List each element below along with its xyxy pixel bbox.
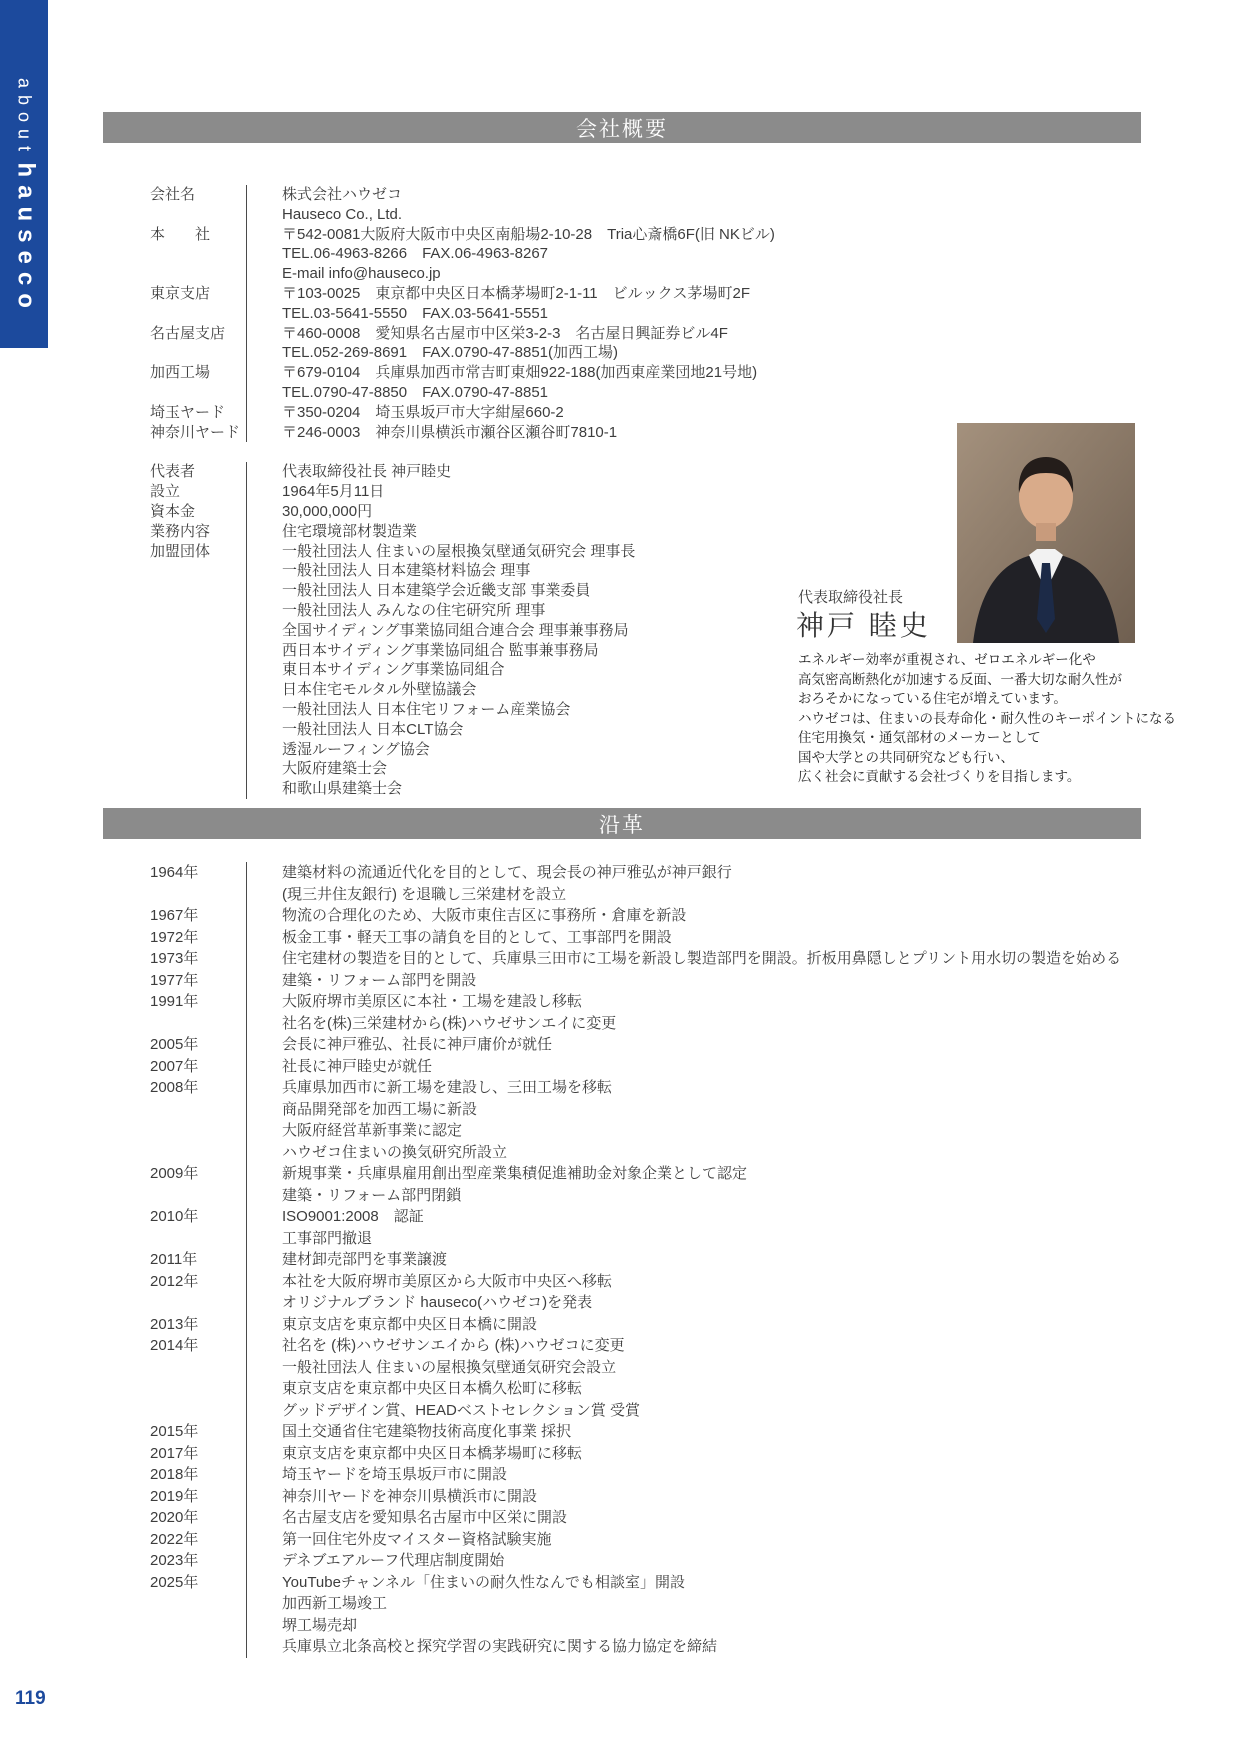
history-row	[150, 1572, 1206, 1658]
overview-row	[150, 482, 840, 502]
overview-row-line: 一般社団法人 住まいの屋根換気壁通気研究会 理事長	[282, 542, 636, 560]
overview-row-content	[246, 482, 840, 502]
history-row-line: 神奈川ヤードを神奈川県横浜市に開設	[282, 1487, 538, 1505]
sidebar-about-text: about	[14, 78, 35, 159]
history-row-line: オリジナルブランド hauseco(ハウゼコ)を発表	[282, 1294, 593, 1311]
history-row	[150, 1507, 1206, 1529]
president-name: 神戸 睦史	[796, 610, 931, 641]
president-title: 代表取締役社長	[798, 589, 904, 606]
history-row-content	[246, 1163, 1206, 1206]
history-row	[150, 1335, 1206, 1421]
overview-row-line: 住宅環境部材製造業	[282, 522, 418, 540]
history-row	[150, 905, 1206, 927]
overview-row-content	[246, 185, 840, 225]
history-row-line: デネブエアルーフ代理店制度開始	[282, 1552, 505, 1569]
overview-rows-bottom	[150, 462, 840, 799]
history-row-content	[246, 1077, 1206, 1163]
history-row	[150, 1529, 1206, 1551]
history-row-label: 2008年	[150, 1079, 199, 1096]
overview-row	[150, 185, 840, 225]
overview-row-line: TEL.0790-47-8850 FAX.0790-47-8851	[282, 383, 549, 401]
history-row-content	[246, 1056, 1206, 1078]
history-row-line: 東京支店を東京都中央区日本橋茅場町に移転	[282, 1444, 583, 1462]
overview-row-line: 和歌山県建築士会	[282, 780, 403, 798]
history-row-content	[246, 1249, 1206, 1271]
history-row-content	[246, 1572, 1206, 1658]
overview-row-line: 〒246-0003 神奈川県横浜市瀬谷区瀬谷町7810-1	[282, 423, 618, 441]
history-row	[150, 862, 1206, 905]
history-row	[150, 1314, 1206, 1336]
overview-row-label: 業務内容	[150, 522, 211, 540]
history-row-line: 兵庫県加西市に新工場を建設し、三田工場を移転	[282, 1079, 613, 1096]
history-row-line: 埼玉ヤードを埼玉県坂戸市に開設	[282, 1466, 508, 1483]
history-row-label: 2009年	[150, 1165, 199, 1182]
overview-row-line: 〒542-0081大阪府大阪市中央区南船場2-10-28 Tria心斎橋6F(旧 NKビル)	[282, 225, 775, 243]
history-row-line: (現三井住友銀行) を退職し三栄建材を設立	[282, 885, 567, 903]
history-row-line: 板金工事・軽天工事の請負を目的として、工事部門を開設	[282, 928, 672, 946]
history-row-line: 新規事業・兵庫県雇用創出型産業集積促進補助金対象企業として認定	[282, 1165, 748, 1182]
history-row-content	[246, 1314, 1206, 1336]
history-row-line: YouTubeチャンネル「住まいの耐久性なんでも相談室」開設	[282, 1573, 686, 1591]
history-row	[150, 970, 1206, 992]
history-row-line: 会長に神戸雅弘、社長に神戸庸价が就任	[282, 1036, 553, 1053]
overview-row	[150, 462, 840, 482]
overview-row-label: 東京支店	[150, 284, 211, 302]
history-row-line: 商品開発部を加西工場に新設	[282, 1100, 478, 1118]
overview-row-line: Hauseco Co., Ltd.	[282, 205, 403, 223]
history-row-line: 大阪府経営革新事業に認定	[282, 1122, 463, 1139]
history-row	[150, 1206, 1206, 1249]
overview-row-content	[246, 423, 840, 443]
history-row-content	[246, 970, 1206, 992]
overview-row-line: 一般社団法人 日本CLT協会	[282, 720, 464, 738]
history-row-line: 社名を(株)三栄建材から(株)ハウゼサンエイに変更	[282, 1014, 617, 1032]
history-row-label: 1973年	[150, 950, 199, 967]
history-row	[150, 1271, 1206, 1314]
overview-row-line: 〒103-0025 東京都中央区日本橋茅場町2-1-11 ビルックス茅場町2F	[282, 284, 750, 302]
history-row	[150, 1421, 1206, 1443]
history-row-label: 2025年	[150, 1573, 199, 1591]
overview-row-line: 日本住宅モルタル外壁協議会	[282, 681, 477, 699]
history-row	[150, 1443, 1206, 1465]
president-message-line: 国や大学との共同研究なども行い、	[798, 749, 1014, 765]
overview-row	[150, 522, 840, 542]
overview-row-label: 加西工場	[150, 364, 211, 382]
history-row-line: 工事部門撤退	[282, 1229, 373, 1247]
history-row-line: 一般社団法人 住まいの屋根換気壁通気研究会設立	[282, 1358, 617, 1376]
overview-row-line: 一般社団法人 日本住宅リフォーム産業協会	[282, 700, 571, 718]
history-row-line: 本社を大阪府堺市美原区から大阪市中央区へ移転	[282, 1272, 613, 1290]
sidebar-vertical-label	[0, 0, 50, 348]
history-row-content	[246, 1464, 1206, 1486]
overview-row	[150, 225, 840, 284]
overview-row-label: 代表者	[150, 463, 196, 481]
history-row-content	[246, 1529, 1206, 1551]
history-row-line: 堺工場売却	[282, 1616, 358, 1634]
section-header-overview	[103, 112, 1141, 143]
history-row	[150, 991, 1206, 1034]
history-row	[150, 1034, 1206, 1056]
history-row-line: 住宅建材の製造を目的として、兵庫県三田市に工場を新設し製造部門を開設。折板用鼻隠しとプリント用水切の製造を始める	[282, 950, 1122, 967]
overview-row-line: TEL.03-5641-5550 FAX.03-5641-5551	[282, 304, 549, 322]
history-row-line: 社名を (株)ハウゼサンエイから (株)ハウゼコに変更	[282, 1337, 625, 1354]
history-row	[150, 948, 1206, 970]
history-row-content	[246, 1271, 1206, 1314]
history-row-line: 大阪府堺市美原区に本社・工場を建設し移転	[282, 993, 583, 1010]
history-row-content	[246, 991, 1206, 1034]
history-row-line: 名古屋支店を愛知県名古屋市中区栄に開設	[282, 1509, 568, 1526]
history-row-label: 2014年	[150, 1337, 199, 1354]
history-row	[150, 1464, 1206, 1486]
history-row-content	[246, 927, 1206, 949]
history-row	[150, 1550, 1206, 1572]
overview-row-line: 東日本サイディング事業協同組合	[282, 661, 505, 679]
overview-row-label: 資本金	[150, 502, 196, 520]
president-message-line: 広く社会に貢献する会社づくりを目指します。	[798, 769, 1081, 784]
history-row-label: 2015年	[150, 1423, 199, 1440]
history-row-label: 2019年	[150, 1487, 199, 1505]
overview-row	[150, 403, 840, 423]
overview-row-line: 〒679-0104 兵庫県加西市常吉町東畑922-188(加西東産業団地21号地)	[282, 364, 758, 382]
history-row-label: 2013年	[150, 1315, 199, 1333]
president-message-line: おろそかになっている住宅が増えています。	[798, 691, 1067, 706]
overview-row-line: 株式会社ハウゼコ	[282, 186, 403, 203]
overview-row-content	[246, 324, 840, 364]
president-message-line: 高気密高断熱化が加速する反面、一番大切な耐久性が	[798, 671, 1122, 687]
history-row	[150, 1077, 1206, 1163]
history-row-label: 2020年	[150, 1509, 199, 1526]
overview-group-spacer	[150, 442, 840, 462]
history-row-content	[246, 1421, 1206, 1443]
history-row-line: 第一回住宅外皮マイスター資格試験実施	[282, 1530, 552, 1548]
history-row-line: 建材卸売部門を事業譲渡	[282, 1251, 448, 1268]
history-row	[150, 927, 1206, 949]
overview-row	[150, 324, 840, 364]
history-row-line: 東京支店を東京都中央区日本橋に開設	[282, 1315, 538, 1333]
overview-row-line: TEL.06-4963-8266 FAX.06-4963-8267	[282, 245, 549, 263]
overview-row-content	[246, 542, 840, 799]
history-row-line: 兵庫県立北条高校と探究学習の実践研究に関する協力協定を締結	[282, 1638, 718, 1655]
overview-row-content	[246, 522, 840, 542]
company-history-table	[150, 862, 1206, 1658]
history-row	[150, 1249, 1206, 1271]
history-row-label: 1967年	[150, 907, 199, 924]
overview-rows-top	[150, 185, 840, 442]
overview-row-line: 1964年5月11日	[282, 483, 385, 501]
history-row-content	[246, 1550, 1206, 1572]
history-row-line: 建築材料の流通近代化を目的として、現会長の神戸雅弘が神戸銀行	[282, 864, 732, 881]
history-row-label: 2012年	[150, 1272, 199, 1290]
president-message-line: エネルギー効率が重視され、ゼロエネルギー化や	[798, 652, 1096, 667]
overview-row-label: 神奈川ヤード	[150, 423, 241, 441]
overview-row-label: 加盟団体	[150, 542, 211, 560]
overview-row-label: 本 社	[150, 225, 211, 243]
history-rows	[150, 862, 1206, 1658]
history-row-content	[246, 1507, 1206, 1529]
history-row-label: 2022年	[150, 1530, 199, 1548]
history-row-label: 2011年	[150, 1251, 198, 1268]
sidebar-tab	[0, 0, 48, 348]
president-photo	[957, 423, 1135, 643]
overview-row-line: 〒460-0008 愛知県名古屋市中区栄3-2-3 名古屋日興証券ビル4F	[282, 324, 728, 342]
history-row-content	[246, 1443, 1206, 1465]
overview-row-line: TEL.052-269-8691 FAX.0790-47-8851(加西工場)	[282, 344, 619, 362]
history-title: 沿革	[599, 813, 645, 837]
history-row-line: ISO9001:2008 認証	[282, 1208, 424, 1225]
overview-row-line: 30,000,000円	[282, 502, 373, 520]
overview-row-line: 大阪府建築士会	[282, 760, 388, 778]
history-row-line: グッドデザイン賞、HEADベストセレクション賞 受賞	[282, 1401, 640, 1419]
history-row-content	[246, 1206, 1206, 1249]
overview-row-label: 名古屋支店	[150, 324, 226, 342]
overview-row-content	[246, 284, 840, 324]
history-row-line: 物流の合理化のため、大阪市東住吉区に事務所・倉庫を新設	[282, 907, 687, 924]
history-row-line: 加西新工場竣工	[282, 1595, 388, 1612]
overview-row-line: E-mail info@hauseco.jp	[282, 265, 441, 283]
history-row-label: 2017年	[150, 1444, 199, 1462]
history-row-line: 東京支店を東京都中央区日本橋久松町に移転	[282, 1380, 583, 1397]
history-row-label: 1972年	[150, 928, 199, 946]
history-row-label: 2010年	[150, 1208, 199, 1225]
president-message	[798, 650, 1198, 787]
sidebar-brand-text: hauseco	[12, 162, 40, 316]
history-row-content	[246, 1486, 1206, 1508]
history-row-label: 1991年	[150, 993, 199, 1010]
history-row-label: 2023年	[150, 1552, 199, 1569]
overview-row-label: 会社名	[150, 186, 196, 203]
history-row-line: ハウゼコ住まいの換気研究所設立	[282, 1143, 508, 1161]
overview-row-content	[246, 225, 840, 284]
history-row-line: 国土交通省住宅建築物技術高度化事業 採択	[282, 1423, 572, 1440]
history-row-label: 2005年	[150, 1036, 199, 1053]
overview-row	[150, 423, 840, 443]
overview-row	[150, 284, 840, 324]
history-row-line: 建築・リフォーム部門閉鎖	[282, 1186, 462, 1204]
company-overview-table	[150, 185, 840, 799]
overview-row-line: 透湿ルーフィング協会	[282, 740, 430, 758]
overview-row-content	[246, 462, 840, 482]
page-number: 119	[15, 1688, 46, 1709]
history-row-content	[246, 1335, 1206, 1421]
section-header-history	[103, 808, 1141, 839]
history-row-content	[246, 1034, 1206, 1056]
overview-title: 会社概要	[576, 117, 668, 141]
president-message-line: 住宅用換気・通気部材のメーカーとして	[798, 730, 1041, 745]
overview-row-line: 西日本サイディング事業協同組合 監事兼事務局	[282, 641, 599, 659]
history-row	[150, 1486, 1206, 1508]
overview-row-line: 一般社団法人 みんなの住宅研究所 理事	[282, 601, 546, 619]
history-row-line: 建築・リフォーム部門を開設	[282, 971, 477, 989]
history-row-label: 1964年	[150, 864, 199, 881]
history-row-line: 社長に神戸睦史が就任	[282, 1057, 433, 1075]
overview-row-label: 埼玉ヤード	[150, 403, 226, 421]
overview-row	[150, 542, 840, 799]
history-row-label: 1977年	[150, 971, 199, 989]
overview-row-content	[246, 502, 840, 522]
president-photo-image	[957, 423, 1135, 643]
history-row-label: 2007年	[150, 1057, 199, 1075]
overview-row-line: 〒350-0204 埼玉県坂戸市大字紺屋660-2	[282, 403, 564, 421]
overview-row	[150, 363, 840, 403]
history-row-content	[246, 905, 1206, 927]
overview-row-line: 一般社団法人 日本建築学会近畿支部 事業委員	[282, 582, 591, 600]
history-row	[150, 1056, 1206, 1078]
overview-row-line: 全国サイディング事業協同組合連合会 理事兼事務局	[282, 621, 629, 639]
overview-row	[150, 502, 840, 522]
history-row-content	[246, 862, 1206, 905]
history-row-content	[246, 948, 1206, 970]
overview-row-content	[246, 403, 840, 423]
overview-row-line: 一般社団法人 日本建築材料協会 理事	[282, 562, 531, 580]
history-row	[150, 1163, 1206, 1206]
overview-row-label: 設立	[150, 483, 181, 501]
overview-row-line: 代表取締役社長 神戸睦史	[282, 463, 452, 481]
history-row-label: 2018年	[150, 1466, 199, 1483]
president-message-line: ハウゼコは、住まいの長寿命化・耐久性のキーポイントになる	[798, 710, 1176, 726]
overview-row-content	[246, 363, 840, 403]
